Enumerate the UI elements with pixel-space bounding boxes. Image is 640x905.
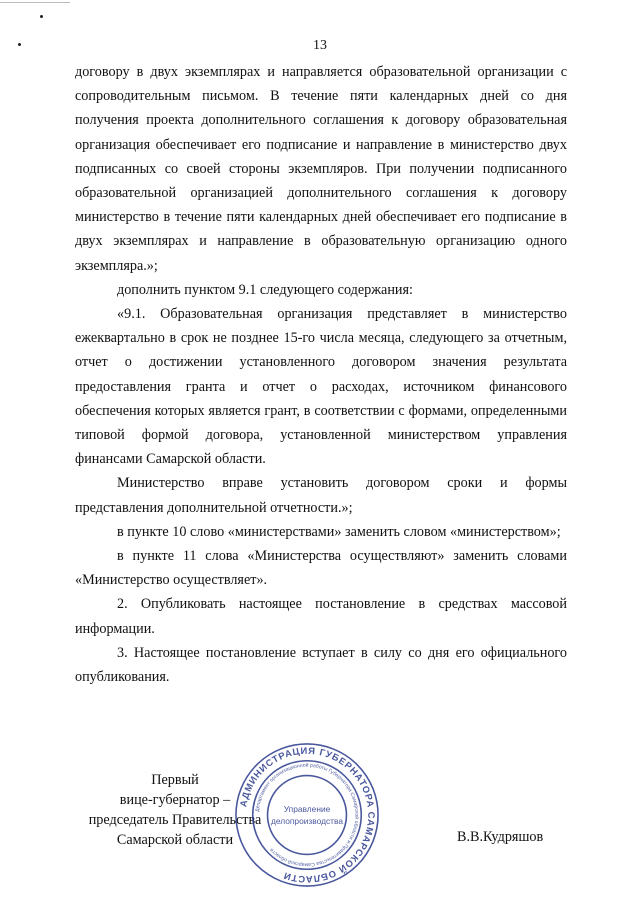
svg-text:Департамент организационной ра: [255, 762, 361, 868]
signatory-name: В.В.Кудряшов: [457, 829, 544, 845]
paragraph-continuation: договору в двух экземплярах и направляется образовательной организации с сопроводительным письмом. В течение пяти календарных дней со дня получения проекта дополнительного соглашения к договору образовательная организация обеспечивает его подписание и направление в министерство двух подписанных со своей стороны экземпляров. При получении подписанного образовательной организацией дополнительного соглашения к договору министерство в течение пяти календарных дней обеспечивает его подписание в двух экземплярах и направление в образовательную организацию одного экземпляра.»;: [75, 64, 567, 274]
official-seal-stamp: [233, 741, 381, 889]
paragraph: в пункте 10 слово «министерствами» заменить словом «министерством»;: [117, 523, 561, 540]
top-edge-mark: [0, 2, 70, 3]
scan-speck: [40, 15, 43, 18]
page-number: 13: [313, 38, 327, 53]
paragraph: Министерство вправе установить договором сроки и формы представления дополнительной отчетности.»;: [75, 475, 567, 516]
position-line: Самарской области: [116, 832, 234, 848]
stamp-inner-text: Департамент организационной работы Губернатора Самарской области и Правительства Самарской области: [254, 762, 360, 868]
position-line: вице-губернатор –: [119, 792, 231, 808]
document-body: [75, 60, 567, 689]
stamp-outer-text: АДМИНИСТРАЦИЯ ГУБЕРНАТОРА САМАРСКОЙ ОБЛАСТИ: [238, 745, 377, 885]
paragraph: в пункте 11 слова «Министерства осуществляют» заменить словами «Министерство осуществляет».: [75, 548, 567, 589]
stamp-center-line: Управление: [283, 804, 331, 815]
position-line: Первый: [151, 772, 199, 788]
paragraph: 2. Опубликовать настоящее постановление в средствах массовой информации.: [75, 596, 567, 637]
paragraph: 3. Настоящее постановление вступает в силу со дня его официального опубликования.: [75, 644, 567, 686]
position-line: председатель Правительства: [88, 812, 262, 828]
paragraph: «9.1. Образовательная организация представляет в министерство ежеквартально в срок не позднее 15-го числа месяца, следующего за отчетным, отчет о достижении установленного договором значения результата предоставления гранта и отчет о расходах, источником финансового обеспечения которых является грант, в соответствии с формами, определенными типовой формой договора, установленной министерством управления финансами Самарской области.: [75, 306, 567, 468]
paragraph: дополнить пунктом 9.1 следующего содержания:: [117, 281, 413, 298]
stamp-center-line: делопроизводства: [270, 815, 344, 826]
